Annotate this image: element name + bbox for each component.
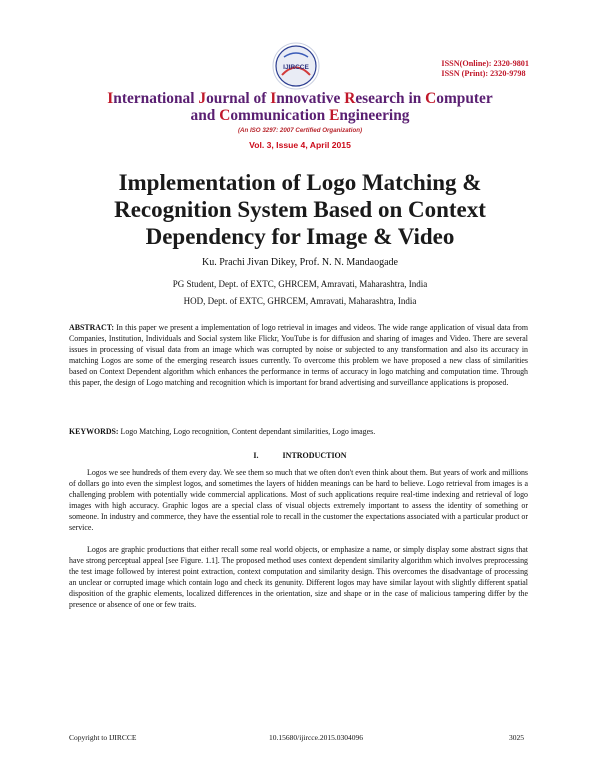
journal-name-capital: I xyxy=(270,90,277,107)
journal-name-capital: C xyxy=(425,90,437,107)
affiliation-2: HOD, Dept. of EXTC, GHRCEM, Amravati, Maharashtra, India xyxy=(183,296,417,306)
affiliation-1: PG Student, Dept. of EXTC, GHRCEM, Amravati, Maharashtra, India xyxy=(172,279,428,289)
abstract-text: In this paper we present a implementation of logo retrieval in images and videos. The wide range application of visual data from Companies, Institution, Individuals and Social system like Flickr, YouTube is for diffusion and sharing of images and Video. There are several issues in processing of visual data from an image which was corrupted by noise or subjected to any transformation and also its accuracy in matching Logos are some of the emerging research issues currently. To overcome this problem we have proposed a new class of similarities based on Context Dependent algorithm which enhances the performance in terms of accuracy in logo matching and computation time. Through this paper, the design of Logo matching and recognition which is important for brand advertising and surveillance applications is proposed. xyxy=(69,323,528,387)
footer-page-number: 3025 xyxy=(509,733,524,742)
volume-info: Vol. 3, Issue 4, April 2015 xyxy=(249,140,351,150)
journal-name-text: nternational xyxy=(113,90,199,107)
footer-doi: 10.15680/ijircce.2015.0304096 xyxy=(269,733,363,742)
journal-name-line-1 xyxy=(0,90,600,107)
journal-logo xyxy=(272,42,320,90)
journal-name-text: esearch in xyxy=(355,90,426,107)
footer-copyright: Copyright to IJIRCCE xyxy=(69,733,137,742)
journal-name-capital: C xyxy=(219,107,231,124)
paper-title-line: Implementation of Logo Matching & xyxy=(118,170,482,195)
journal-name-text: ngineering xyxy=(339,107,410,124)
section-heading xyxy=(0,451,600,460)
keywords-text: Logo Matching, Logo recognition, Content dependant similarities, Logo images. xyxy=(120,427,376,436)
iso-note: (An ISO 3297: 2007 Certified Organization) xyxy=(237,127,363,134)
keywords-label: KEYWORDS: xyxy=(69,427,119,436)
issn-online: ISSN(Online): 2320-9801 xyxy=(441,59,529,68)
issn-block xyxy=(441,59,529,79)
intro-paragraph-1: Logos we see hundreds of them every day. We see them so much that we often don't even think about them. But years of work and millions of dollars go into even the simplest logos, and sometimes the layers of hidden meanings can be hard to believe. Logo retrieval from images is a challenging problem with potentially wide commercial applications. Most of such applications require real-time indexing and retrieval of logo images with high accuracy. Graphic logos are a special class of visual objects extremely important to assess the identity of something or someone. In industry and commerce, they have the essential role to recall in the customer the expectations associated with a particular product or service. xyxy=(69,468,528,532)
journal-name-capital: I xyxy=(107,90,114,107)
journal-name-capital: J xyxy=(198,90,207,107)
logo-text: IJIRCCE xyxy=(283,64,309,71)
journal-name-text: omputer xyxy=(436,90,493,107)
journal-name xyxy=(0,90,600,124)
abstract-label: ABSTRACT: xyxy=(69,323,115,332)
paper-title-line: Recognition System Based on Context xyxy=(114,197,486,222)
abstract xyxy=(69,323,528,388)
paper-title xyxy=(60,169,540,250)
paper-title-line: Dependency for Image & Video xyxy=(145,224,455,249)
journal-name-text: ommunication xyxy=(230,107,330,124)
journal-name-capital: E xyxy=(329,107,340,124)
journal-name-text: nnovative xyxy=(276,90,345,107)
journal-name-capital: R xyxy=(344,90,356,107)
journal-name-text: ournal of xyxy=(206,90,271,107)
section-title: INTRODUCTION xyxy=(282,451,347,460)
section-number: I. xyxy=(253,451,259,460)
journal-name-line-2 xyxy=(0,107,600,124)
keywords xyxy=(69,427,528,438)
authors: Ku. Prachi Jivan Dikey, Prof. N. N. Mandaogade xyxy=(202,257,398,268)
journal-name-text: and xyxy=(190,107,220,124)
intro-paragraph-2: Logos are graphic productions that either recall some real world objects, or emphasize a name, or simply display some abstract signs that have strong perceptual appeal [see Figure. 1.1]. The proposed method uses context dependent similarity algorithm which involves preprocessing the test image followed by interest point extraction, context computation and similarity design. This overcomes the disadvantage of processing an unclear or corrupted image which contain logo and check its genunity. Different logos may have similar layout with slightly different spatial disposition of the graphic elements, localized differences in the orientation, size and shape or in the case of malicious tampering differ by the presence or absence of one or few traits. xyxy=(69,545,528,609)
issn-print: ISSN (Print): 2320-9798 xyxy=(441,69,526,78)
